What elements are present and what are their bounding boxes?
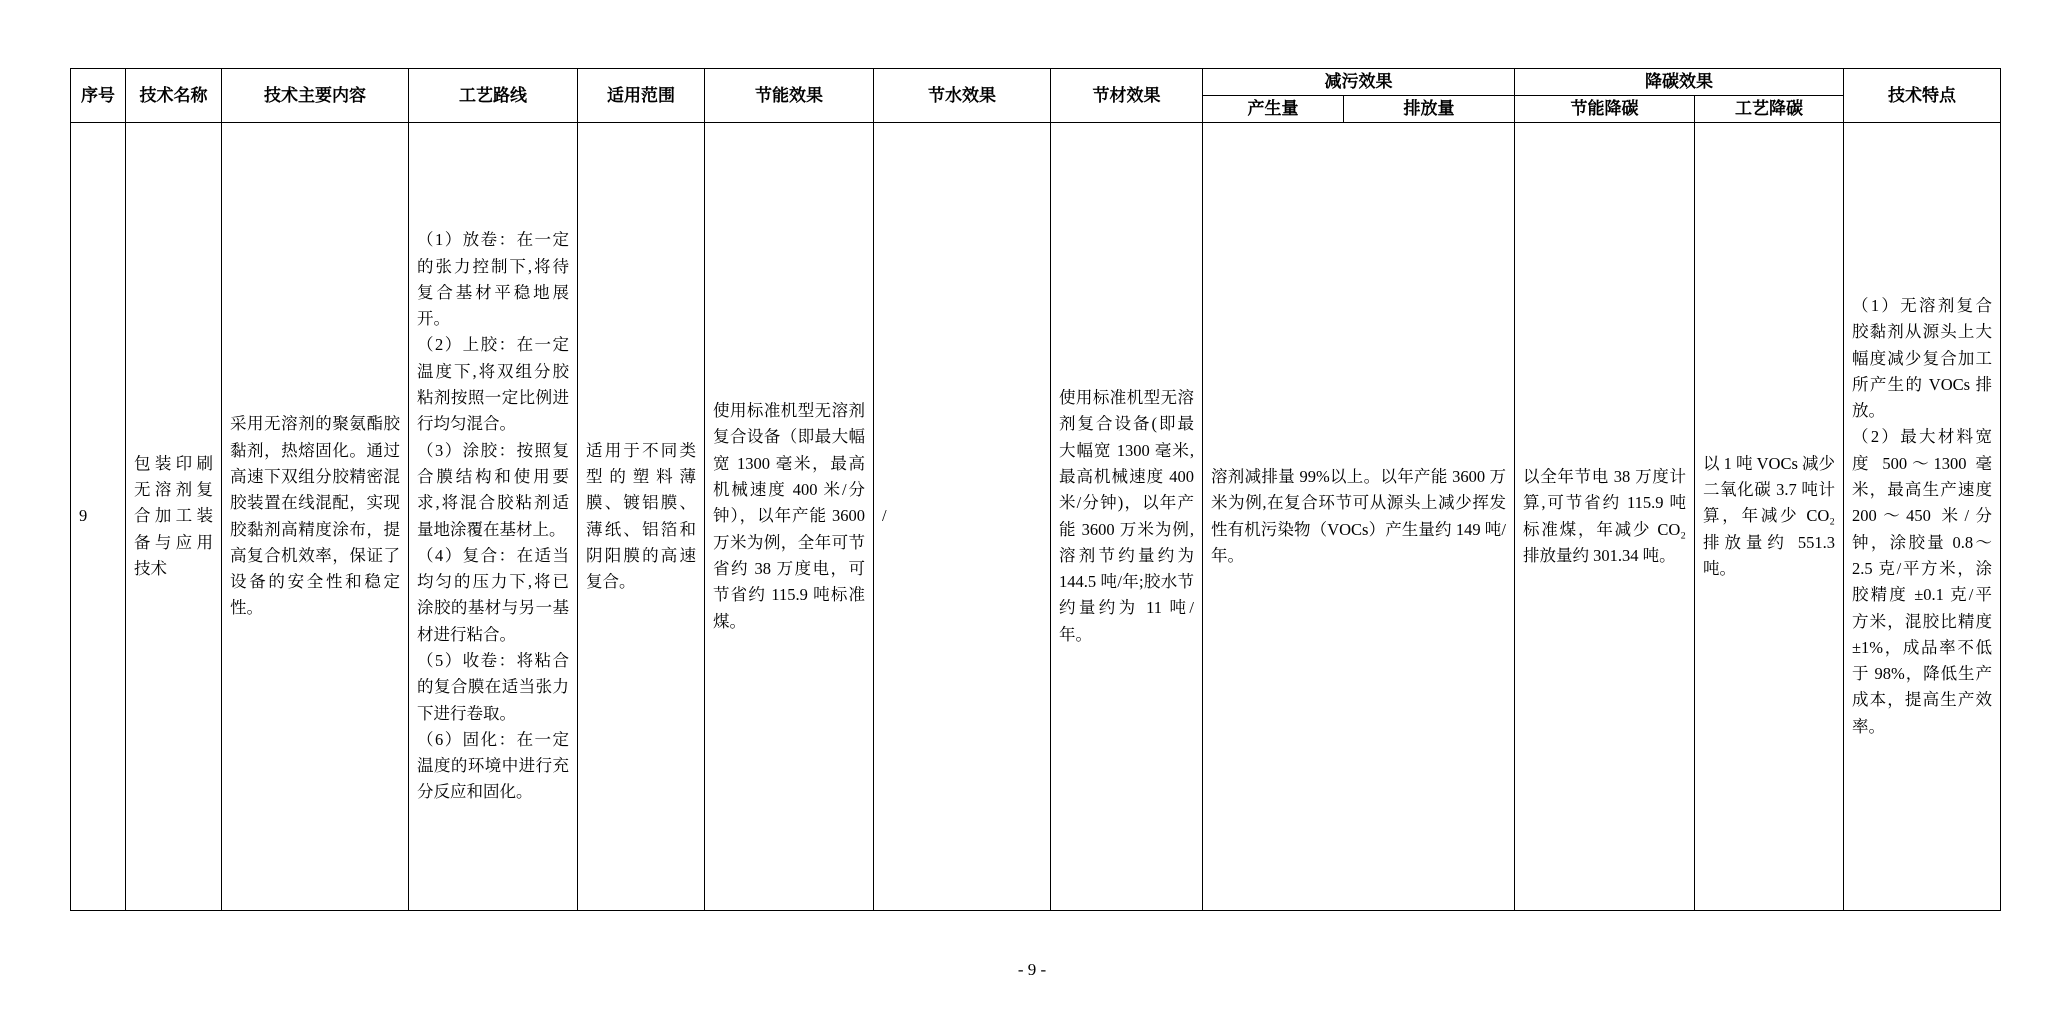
- header-content: 技术主要内容: [222, 69, 409, 123]
- feature-item: （1）无溶剂复合胶黏剂从源头上大幅度减少复合加工所产生的 VOCs 排放。: [1852, 295, 1992, 421]
- header-material: 节材效果: [1051, 69, 1203, 123]
- process-step: （4）复合：在适当均匀的压力下,将已涂胶的基材与另一基材进行粘合。: [417, 545, 569, 644]
- cell-seq: 9: [71, 123, 126, 911]
- header-water: 节水效果: [874, 69, 1051, 123]
- cell-features: [1844, 123, 2001, 911]
- cell-pollution: 溶剂减排量 99%以上。以年产能 3600 万米为例,在复合环节可从源头上减少挥发性有机污染物（VOCs）产生量约 149 吨/年。: [1203, 123, 1515, 911]
- process-step: （5）收卷：将粘合的复合膜在适当张力下进行卷取。: [417, 650, 569, 723]
- header-pollution-generated: 产生量: [1203, 96, 1344, 123]
- table-row: [71, 123, 2001, 911]
- technology-table: [70, 68, 2001, 911]
- feature-item: （2）最大材料宽度 500～1300 毫米，最高生产速度 200～450 米/分钟，涂胶量 0.8～2.5 克/平方米，涂胶精度 ±0.1 克/平方米，混胶比精度 ±1%，成品率不低于 98%，降低生产成本，提高生产效率。: [1852, 427, 1992, 736]
- cell-content: 采用无溶剂的聚氨酯胶黏剂，热熔固化。通过高速下双组分胶精密混胶装置在线混配，实现胶黏剂高精度涂布，提高复合机效率，保证了设备的安全性和稳定性。: [222, 123, 409, 911]
- header-scope: 适用范围: [578, 69, 705, 123]
- header-pollution: 减污效果: [1203, 69, 1515, 96]
- header-pollution-emission: 排放量: [1344, 96, 1515, 123]
- cell-name: 包装印刷无溶剂复合加工装备与应用技术: [126, 123, 222, 911]
- process-step: （2）上胶：在一定温度下,将双组分胶粘剂按照一定比例进行均匀混合。: [417, 335, 569, 434]
- header-carbon-energy: 节能降碳: [1515, 96, 1695, 123]
- cell-energy: 使用标准机型无溶剂复合设备（即最大幅宽 1300 毫米，最高机械速度 400 米/分钟），以年产能 3600 万米为例，全年可节省约 38 万度电，可节省约 115.9 吨标准煤。: [705, 123, 874, 911]
- page-number: - 9 -: [1017, 960, 1047, 979]
- header-energy: 节能效果: [705, 69, 874, 123]
- cell-water: /: [874, 123, 1051, 911]
- header-process: 工艺路线: [409, 69, 578, 123]
- header-carbon-process: 工艺降碳: [1695, 96, 1844, 123]
- header-carbon: 降碳效果: [1515, 69, 1844, 96]
- header-seq: 序号: [71, 69, 126, 123]
- process-step: （1）放卷：在一定的张力控制下,将待复合基材平稳地展开。: [417, 230, 569, 329]
- header-name: 技术名称: [126, 69, 222, 123]
- cell-carbon-process: 以 1 吨 VOCs 减少二氧化碳 3.7 吨计算，年减少 CO₂ 排放量约 551.3 吨。: [1695, 123, 1844, 911]
- cell-material: 使用标准机型无溶剂复合设备(即最大幅宽 1300 毫米,最高机械速度 400 米/分钟)，以年产能 3600 万米为例,溶剂节约量约为 144.5 吨/年;胶水节约量约为 11 吨/年。: [1051, 123, 1203, 911]
- cell-scope: 适用于不同类型的塑料薄膜、镀铝膜、薄纸、铝箔和阴阳膜的高速复合。: [578, 123, 705, 911]
- header-row-1: [71, 69, 2001, 96]
- cell-carbon-energy: 以全年节电 38 万度计算,可节省约 115.9 吨标准煤，年减少 CO₂ 排放量约 301.34 吨。: [1515, 123, 1695, 911]
- header-features: 技术特点: [1844, 69, 2001, 123]
- process-step: （6）固化：在一定温度的环境中进行充分反应和固化。: [417, 729, 569, 802]
- cell-process: [409, 123, 578, 911]
- process-step: （3）涂胶：按照复合膜结构和使用要求,将混合胶粘剂适量地涂覆在基材上。: [417, 440, 569, 539]
